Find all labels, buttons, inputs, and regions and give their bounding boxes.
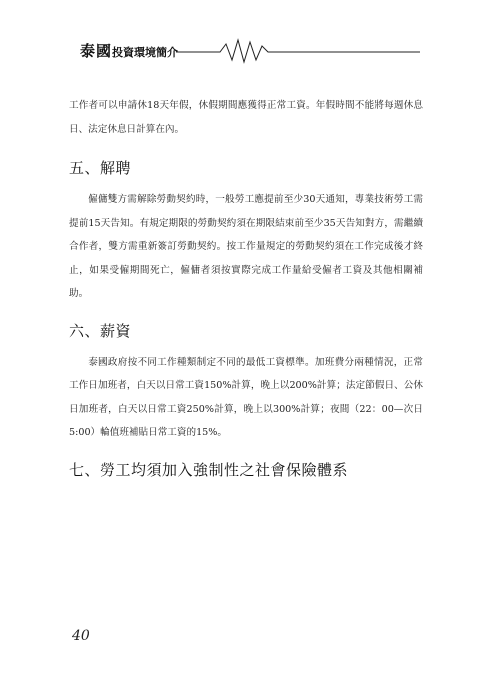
- header-ecg-rule: [0, 0, 480, 70]
- page-header: [0, 0, 480, 70]
- page-number: 40: [72, 628, 90, 644]
- section-heading-salary: 六、薪資: [69, 321, 132, 340]
- header-title-country: 泰國: [80, 42, 113, 60]
- page-body: [69, 94, 423, 480]
- paragraph-continuation: 工作者可以申請休18天年假，休假期間應獲得正常工資。年假時間不能將每週休息日、法定休息日計算在內。: [69, 100, 423, 135]
- header-title-subtitle: 投資環境簡介: [112, 46, 179, 59]
- section-heading-social-insurance: 七、勞工均須加入強制性之社會保險體系: [69, 460, 349, 479]
- paragraph-dismissal: 僱傭雙方需解除勞動契約時，一般勞工應提前至少30天通知，專業技術勞工需提前15天告知。有規定期限的勞動契約須在期限結束前至少35天告知對方，需繼續合作者，雙方需重新簽訂勞動契約。按工作量規定的勞動契約須在工作完成後才終止，如果受僱期間死亡，僱傭者須按實際完成工作量給受僱者工資及其他相關補助。: [69, 194, 423, 299]
- section-heading-dismissal: 五、解聘: [69, 159, 132, 177]
- paragraph-salary: 泰國政府按不同工作種類制定不同的最低工資標準。加班費分兩種情況，正常工作日加班者，白天以日常工資150%計算，晚上以200%計算；法定節假日、公休日加班者，白天以日常工資250%計算，晚上以300%計算；夜間（22：00—次日5:00）輪值班補貼日常工資的15%。: [69, 356, 423, 438]
